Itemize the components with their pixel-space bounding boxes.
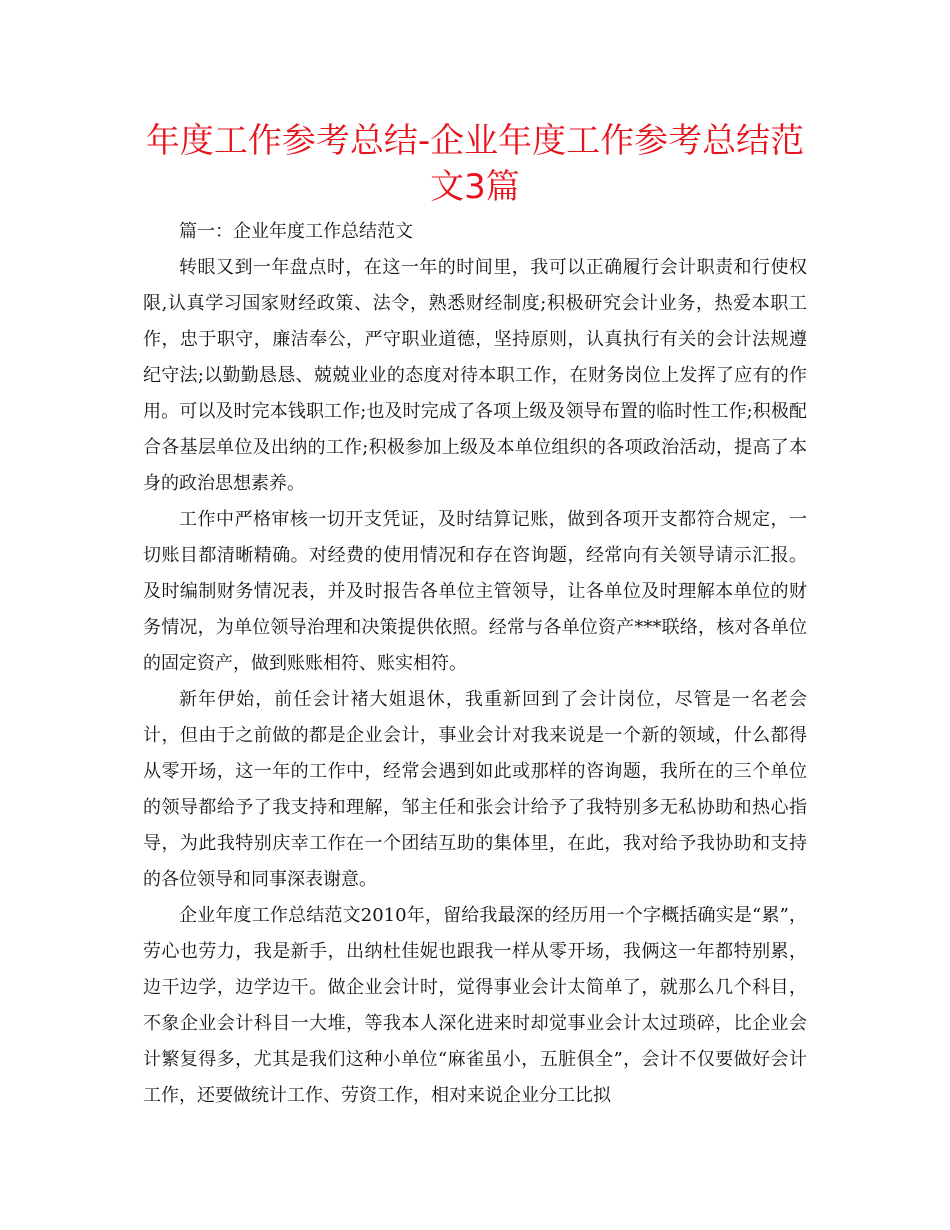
paragraph-2: 工作中严格审核一切开支凭证，及时结算记账，做到各项开支都符合规定，一切账目都清晰精确。对经费的使用情况和存在咨询题，经常向有关领导请示汇报。及时编制财务情况表，并及时报告各单位主管领导，让各单位及时理解本单位的财务情况，为单位领导治理和决策提供依照。经常与各单位资产***联络，核对各单位的固定资产，做到账账相符、账实相符。 <box>143 509 807 674</box>
document-body <box>143 214 807 1114</box>
section-heading: 篇一：企业年度工作总结范文 <box>179 221 413 242</box>
paragraph-3: 新年伊始，前任会计褚大姐退休，我重新回到了会计岗位，尽管是一名老会计，但由于之前做的都是企业会计，事业会计对我来说是一个新的领域，什么都得从零开场，这一年的工作中，经常会遇到如此或那样的咨询题，我所在的三个单位的领导都给予了我支持和理解，邹主任和张会计给予了我特别多无私协助和热心指导，为此我特别庆幸工作在一个团结互助的集体里，在此，我对给予我协助和支持的各位领导和同事深表谢意。 <box>143 689 807 890</box>
paragraph-4: 企业年度工作总结范文2010年，留给我最深的经历用一个字概括确实是“累”，劳心也劳力，我是新手，出纳杜佳妮也跟我一样从零开场，我俩这一年都特别累，边干边学，边学边干。做企业会计时，觉得事业会计太简单了，就那么几个科目，不象企业会计科目一大堆，等我本人深化进来时却觉事业会计太过琐碎，比企业会计繁复得多，尤其是我们这种小单位“麻雀虽小，五脏俱全”，会计不仅要做好会计工作，还要做统计工作、劳资工作，相对来说企业分工比拟 <box>143 905 807 1106</box>
paragraph-1: 转眼又到一年盘点时，在这一年的时间里，我可以正确履行会计职责和行使权限,认真学习国家财经政策、法令，熟悉财经制度;积极研究会计业务，热爱本职工作，忠于职守，廉洁奉公，严守职业道德，坚持原则，认真执行有关的会计法规遵纪守法;以勤勤恳恳、兢兢业业的态度对待本职工作，在财务岗位上发挥了应有的作用。可以及时完本钱职工作;也及时完成了各项上级及领导布置的临时性工作;积极配合各基层单位及出纳的工作;积极参加上级及本单位组织的各项政治活动，提高了本身的政治思想素养。 <box>143 257 807 494</box>
document-title: 年度工作参考总结-企业年度工作参考总结范文3篇 <box>145 121 805 207</box>
